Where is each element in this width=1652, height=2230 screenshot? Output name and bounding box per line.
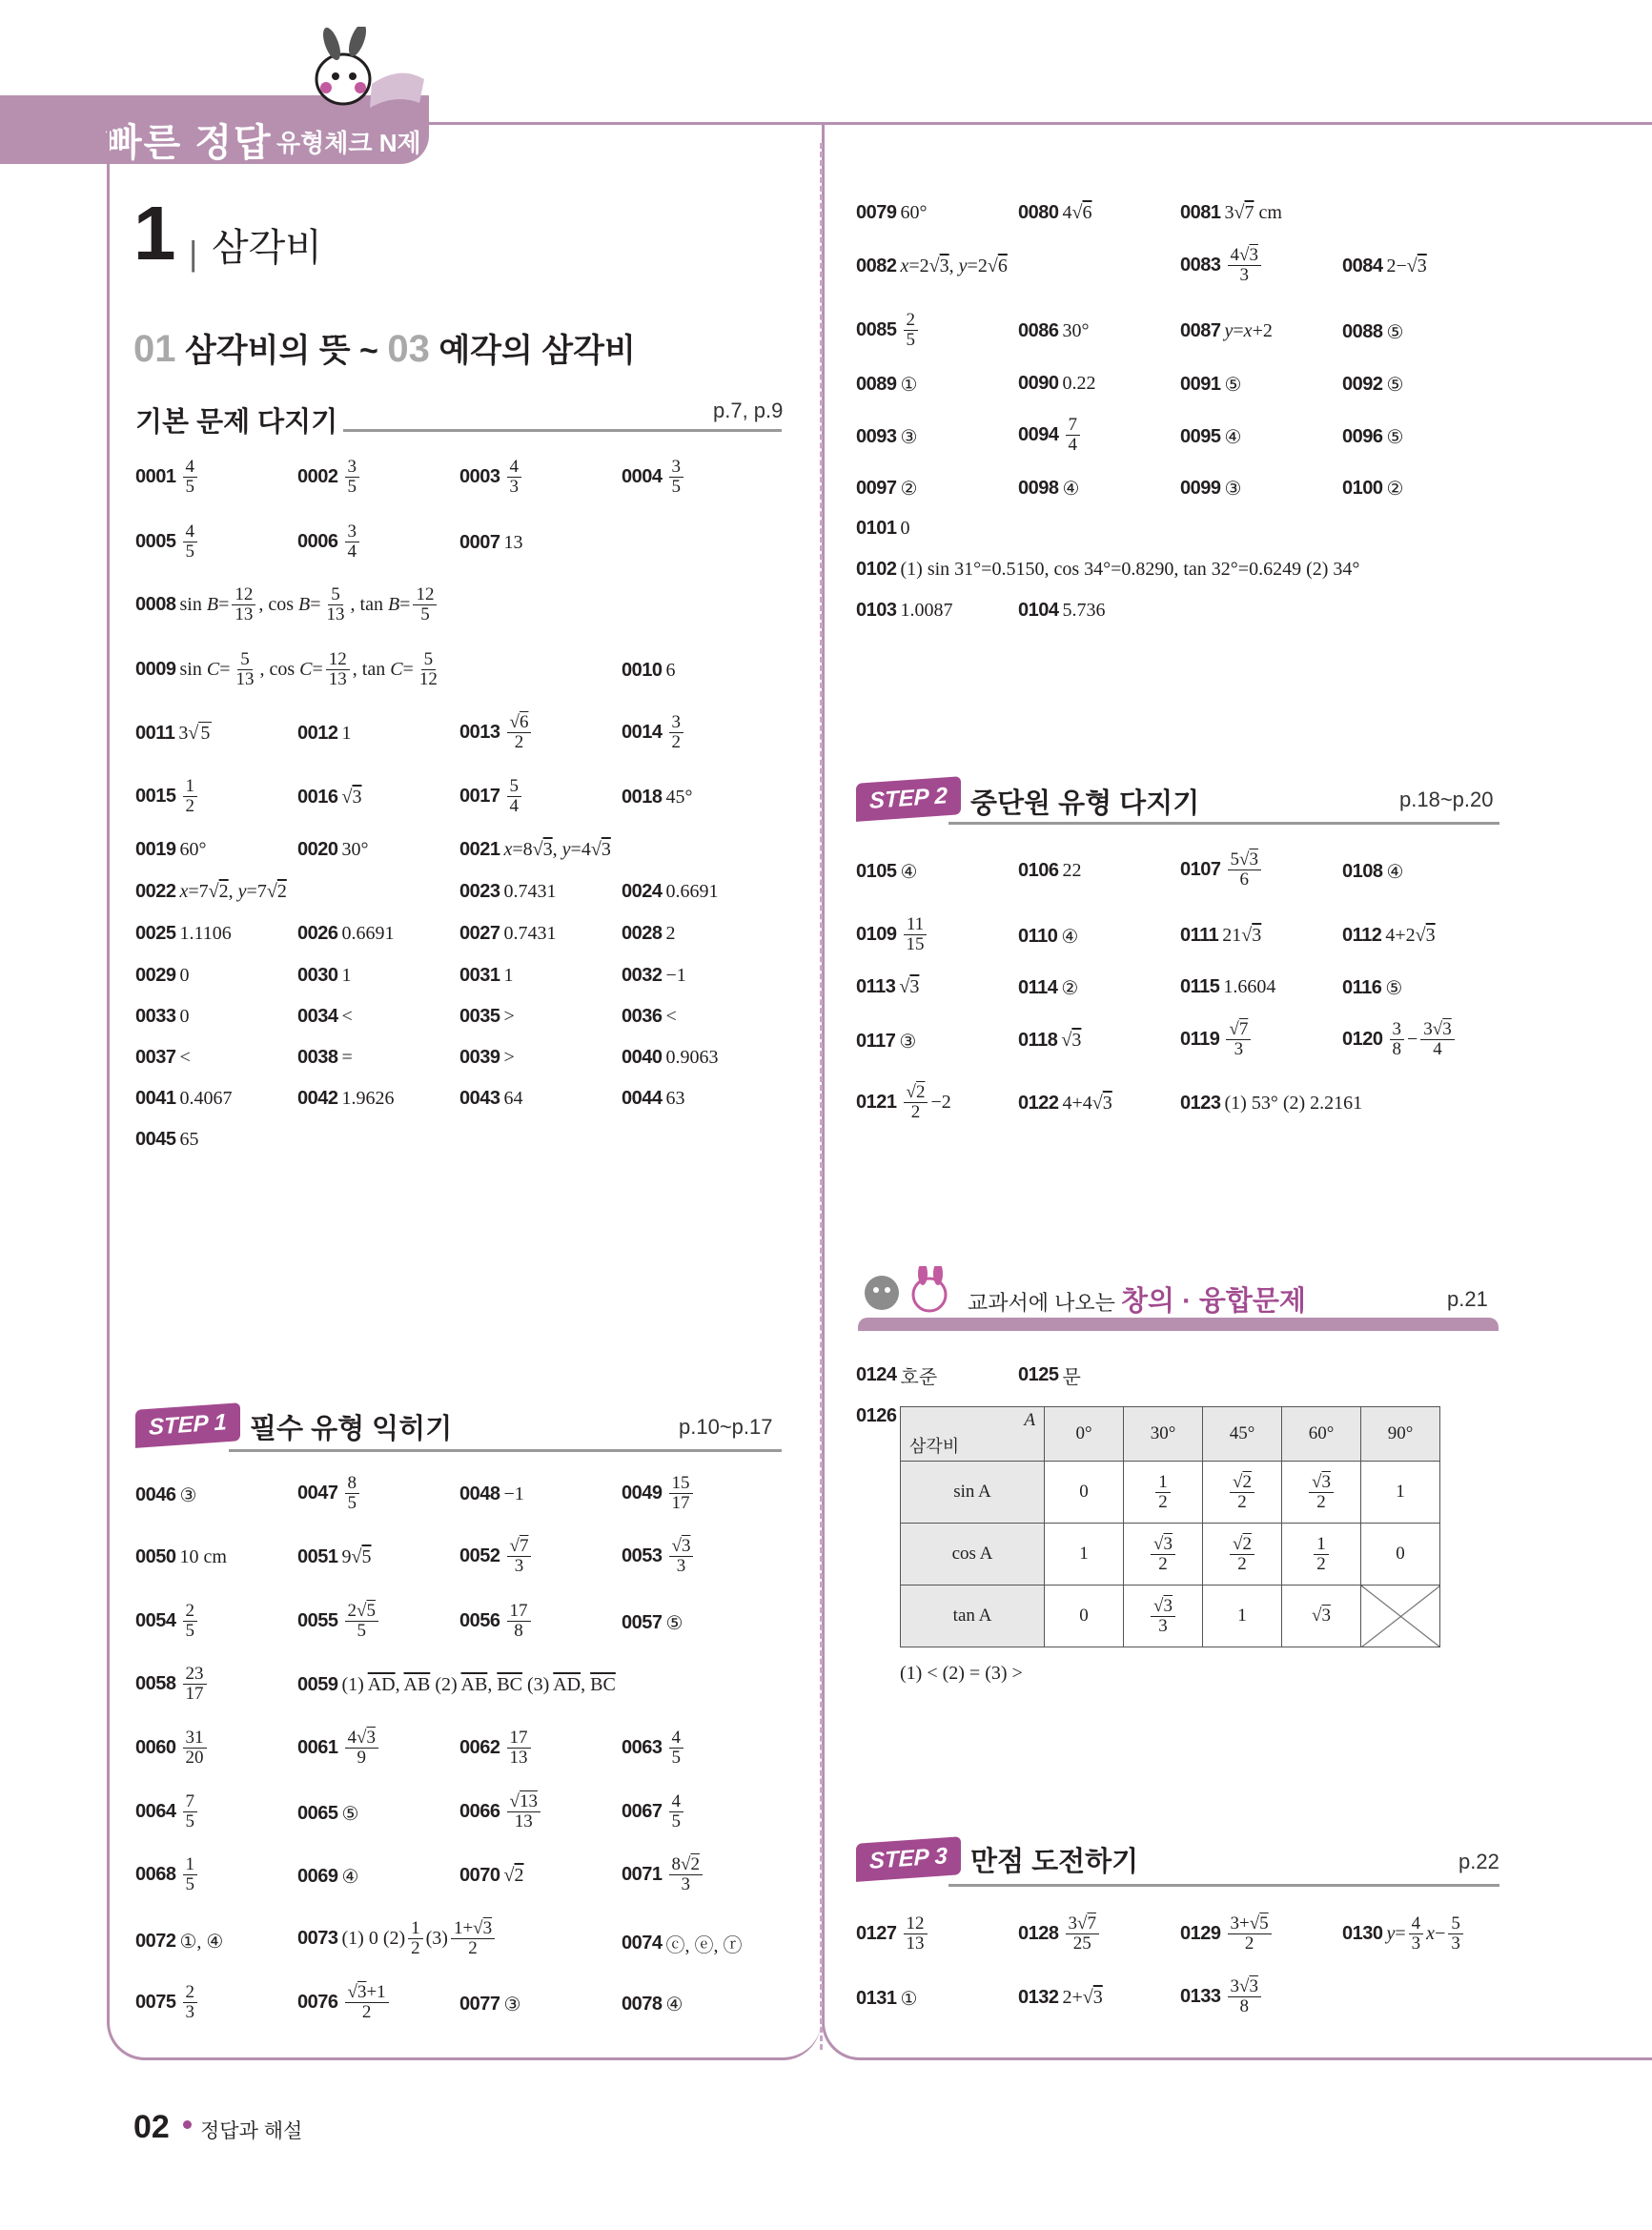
answer-0049: 0049 $\frac{15}{17}$ bbox=[622, 1474, 696, 1513]
answer-0093: 0093 ③ bbox=[856, 426, 918, 448]
answer-0055: 0055 $\frac{2√5}{5}$ bbox=[297, 1602, 381, 1641]
answer-0104: 0104 5.736 bbox=[1018, 600, 1106, 621]
table-cell: 0 bbox=[1361, 1524, 1440, 1586]
answer-0106: 0106 22 bbox=[1018, 860, 1082, 881]
answer-0043: 0043 64 bbox=[459, 1088, 523, 1109]
section-text-b: 예각의 삼각비 bbox=[429, 333, 636, 369]
answer-0026: 0026 0.6691 bbox=[297, 923, 395, 944]
answer-0112: 0112 4+2√3 bbox=[1342, 925, 1436, 946]
answer-0028: 0028 2 bbox=[622, 923, 676, 944]
section-num-a: 01 bbox=[133, 328, 176, 370]
answer-0114: 0114 ② bbox=[1018, 977, 1079, 999]
answer-0058: 0058 $\frac{23}{17}$ bbox=[135, 1665, 210, 1704]
step1-heading: 필수 유형 익히기 bbox=[250, 1414, 453, 1444]
basic-page-ref: p.7, p.9 bbox=[713, 399, 784, 422]
answer-0036: 0036 < bbox=[622, 1006, 677, 1027]
answer-0076: 0076 $\frac{√3+1}{2}$ bbox=[297, 1983, 392, 2022]
answer-0100: 0100 ② bbox=[1342, 478, 1404, 500]
step1-page-ref: p.10~p.17 bbox=[679, 1415, 773, 1439]
answer-0115: 0115 1.6604 bbox=[1180, 976, 1276, 997]
answer-0079: 0079 60° bbox=[856, 202, 928, 223]
answer-0109: 0109 $\frac{11}{15}$ bbox=[856, 915, 930, 954]
answer-0013: 0013 $\frac{√6}{2}$ bbox=[459, 713, 534, 752]
answer-0107: 0107 $\frac{5√3}{6}$ bbox=[1180, 850, 1264, 890]
answer-0089: 0089 ① bbox=[856, 374, 918, 396]
answer-0039: 0039 > bbox=[459, 1047, 515, 1068]
answer-0071: 0071 $\frac{8√2}{3}$ bbox=[622, 1855, 705, 1894]
table-corner bbox=[901, 1407, 1045, 1462]
answer-0004: 0004 $\frac{3}{5}$ bbox=[622, 458, 686, 497]
chapter-title: 삼각비 bbox=[212, 227, 322, 269]
answer-0019: 0019 60° bbox=[135, 839, 207, 860]
table-cell-undefined bbox=[1361, 1586, 1440, 1647]
answer-0120: 0120 $\frac{3}{8}$ − $\frac{3√3}{4}$ bbox=[1342, 1020, 1458, 1059]
answer-0119: 0119 $\frac{√7}{3}$ bbox=[1180, 1020, 1254, 1059]
answer-0101: 0101 0 bbox=[856, 518, 910, 539]
answer-0068: 0068 $\frac{1}{5}$ bbox=[135, 1855, 200, 1894]
answer-0088: 0088 ⑤ bbox=[1342, 321, 1404, 343]
answer-0046: 0046 ③ bbox=[135, 1484, 197, 1506]
col-header: 90° bbox=[1361, 1407, 1440, 1462]
answer-0033: 0033 0 bbox=[135, 1006, 190, 1027]
answer-0029: 0029 0 bbox=[135, 965, 190, 986]
answer-0066: 0066 $\frac{√13}{13}$ bbox=[459, 1792, 543, 1831]
header-title: 빠른 정답 bbox=[105, 122, 273, 164]
row-header: cos A bbox=[901, 1524, 1045, 1586]
mascots-icon bbox=[858, 1266, 958, 1321]
footer-page-number: 02 bbox=[133, 2109, 170, 2145]
answer-0025: 0025 1.1106 bbox=[135, 923, 232, 944]
footer-bullet-icon bbox=[183, 2120, 192, 2129]
answer-0126-inequalities: (1) < (2) = (3) > bbox=[900, 1663, 1023, 1684]
textbook-heading bbox=[968, 1279, 1306, 1319]
answer-0072: 0072 ①, ④ bbox=[135, 1931, 224, 1953]
answer-0080: 0080 4√6 bbox=[1018, 202, 1092, 223]
row-header: tan A bbox=[901, 1586, 1045, 1647]
answer-0087: 0087 y=x+2 bbox=[1180, 320, 1273, 341]
step1-badge: STEP 1 bbox=[135, 1402, 240, 1448]
answer-0111: 0111 21√3 bbox=[1180, 925, 1262, 946]
answer-0091: 0091 ⑤ bbox=[1180, 374, 1242, 396]
row-header: sin A bbox=[901, 1462, 1045, 1524]
table-cell: $\frac{1}{2}$ bbox=[1124, 1462, 1203, 1524]
col-header: 0° bbox=[1045, 1407, 1124, 1462]
answer-0132: 0132 2+√3 bbox=[1018, 1987, 1103, 2008]
answer-0070: 0070 √2 bbox=[459, 1865, 524, 1886]
col-header: 30° bbox=[1124, 1407, 1203, 1462]
step2-badge: STEP 2 bbox=[856, 776, 961, 822]
answer-0113: 0113 √3 bbox=[856, 976, 920, 997]
step2-page-ref: p.18~p.20 bbox=[1399, 788, 1494, 811]
answer-0092: 0092 ⑤ bbox=[1342, 374, 1404, 396]
table-cell: 1 bbox=[1361, 1462, 1440, 1524]
answer-0044: 0044 63 bbox=[622, 1088, 685, 1109]
table-cell: $\frac{√3}{3}$ bbox=[1124, 1586, 1203, 1647]
answer-0047: 0047 $\frac{8}{5}$ bbox=[297, 1474, 362, 1513]
header-subtitle: 유형체크 N제 bbox=[276, 129, 421, 157]
answer-0074: 0074 ⓒ, ⓔ, ⓡ bbox=[622, 1933, 743, 1956]
answer-0067: 0067 $\frac{4}{5}$ bbox=[622, 1792, 686, 1831]
answer-0005: 0005 $\frac{4}{5}$ bbox=[135, 522, 200, 562]
answer-0103: 0103 1.0087 bbox=[856, 600, 953, 621]
answer-0082: 0082 x=2√3, y=2√6 bbox=[856, 256, 1008, 276]
answer-0061: 0061 $\frac{4√3}{9}$ bbox=[297, 1729, 381, 1768]
mascot-icon bbox=[305, 27, 429, 113]
answer-0094: 0094 $\frac{7}{4}$ bbox=[1018, 416, 1083, 455]
textbook-heading-lead: 교과서에 나오는 bbox=[968, 1291, 1115, 1315]
answer-0056: 0056 $\frac{17}{8}$ bbox=[459, 1602, 534, 1641]
chapter-number: 1 bbox=[133, 191, 176, 276]
answer-0027: 0027 0.7431 bbox=[459, 923, 557, 944]
column-divider bbox=[820, 143, 823, 2050]
answer-0077: 0077 ③ bbox=[459, 1994, 521, 2015]
answer-0050: 0050 10 cm bbox=[135, 1546, 227, 1567]
answer-0023: 0023 0.7431 bbox=[459, 881, 557, 902]
answer-0069: 0069 ④ bbox=[297, 1866, 359, 1888]
step3-heading-rule bbox=[948, 1884, 1499, 1887]
answer-0017: 0017 $\frac{5}{4}$ bbox=[459, 777, 524, 816]
answer-0122: 0122 4+4√3 bbox=[1018, 1093, 1112, 1114]
answer-0131: 0131 ① bbox=[856, 1988, 918, 2010]
answer-0117: 0117 ③ bbox=[856, 1031, 917, 1053]
answer-0084: 0084 2−√3 bbox=[1342, 256, 1427, 276]
answer-0129: 0129 $\frac{3+√5}{2}$ bbox=[1180, 1914, 1275, 1954]
footer-text: 정답과 해설 bbox=[200, 2120, 303, 2142]
table-cell: 1 bbox=[1045, 1524, 1124, 1586]
chapter-separator: | bbox=[189, 234, 198, 273]
answer-0121: 0121 $\frac{√2}{2}$ −2 bbox=[856, 1082, 951, 1122]
answer-0018: 0018 45° bbox=[622, 787, 693, 808]
answer-0002: 0002 $\frac{3}{5}$ bbox=[297, 458, 362, 497]
answer-0073: 0073 (1) 0 (2) $\frac{1}{2}$ (3) $\frac{1+√3}{2}$ bbox=[297, 1919, 498, 1958]
step2-heading-rule bbox=[948, 822, 1499, 825]
answer-0060: 0060 $\frac{31}{20}$ bbox=[135, 1729, 210, 1768]
answer-0083: 0083 $\frac{4√3}{3}$ bbox=[1180, 246, 1264, 285]
answer-0102: 0102 (1) sin 31°=0.5150, cos 34°=0.8290, tan 32°=0.6249 (2) 34° bbox=[856, 559, 1360, 580]
answer-0021: 0021 x=8√3, y=4√3 bbox=[459, 839, 611, 860]
answer-0048: 0048 −1 bbox=[459, 1483, 524, 1504]
answer-0059: 0059 (1) $\overline{AD}$, $\overline{AB}$ (2) $\overline{AB}$, $\overline{BC}$ (3) $\overline{AD}$, $\overline{BC}$ bbox=[297, 1674, 616, 1695]
answer-0008: 0008 sin B= $\frac{12}{13}$ , cos B= $\frac{5}{13}$ , tan B= $\frac{12}{5}$ bbox=[135, 585, 439, 624]
section-title bbox=[133, 324, 636, 371]
answer-0052: 0052 $\frac{√7}{3}$ bbox=[459, 1537, 534, 1576]
answer-0053: 0053 $\frac{√3}{3}$ bbox=[622, 1537, 696, 1576]
answer-0096: 0096 ⑤ bbox=[1342, 426, 1404, 448]
answer-0090: 0090 0.22 bbox=[1018, 373, 1096, 394]
answer-0007: 0007 13 bbox=[459, 532, 523, 553]
answer-0128: 0128 $\frac{3√7}{25}$ bbox=[1018, 1914, 1102, 1954]
table-cell: 1 bbox=[1203, 1586, 1282, 1647]
textbook-page-ref: p.21 bbox=[1447, 1287, 1488, 1311]
answer-0105: 0105 ④ bbox=[856, 861, 918, 883]
answer-0016: 0016 √3 bbox=[297, 787, 362, 808]
table-corner-angle: A bbox=[1024, 1410, 1035, 1430]
answer-0108: 0108 ④ bbox=[1342, 861, 1404, 883]
answer-0054: 0054 $\frac{2}{5}$ bbox=[135, 1602, 200, 1641]
table-cell: $\frac{1}{2}$ bbox=[1282, 1524, 1361, 1586]
answer-0011: 0011 3√ 5 bbox=[135, 723, 211, 744]
answer-0116: 0116 ⑤ bbox=[1342, 977, 1403, 999]
answer-0064: 0064 $\frac{7}{5}$ bbox=[135, 1792, 200, 1831]
answer-0031: 0031 1 bbox=[459, 965, 514, 986]
answer-0009: 0009 sin C= $\frac{5}{13}$ , cos C= $\frac{12}{13}$ , tan C= $\frac{5}{12}$ bbox=[135, 649, 438, 689]
answer-0086: 0086 30° bbox=[1018, 320, 1090, 341]
answer-0123: 0123 (1) 53° (2) 2.2161 bbox=[1180, 1093, 1363, 1114]
answer-0062: 0062 $\frac{17}{13}$ bbox=[459, 1729, 534, 1768]
answer-0001: 0001 $\frac{4}{5}$ bbox=[135, 458, 200, 497]
section-num-b: 03 bbox=[387, 328, 430, 370]
answer-0012: 0012 1 bbox=[297, 723, 352, 744]
answer-0042: 0042 1.9626 bbox=[297, 1088, 395, 1109]
col-header: 45° bbox=[1203, 1407, 1282, 1462]
answer-0040: 0040 0.9063 bbox=[622, 1047, 719, 1068]
answer-0032: 0032 −1 bbox=[622, 965, 686, 986]
answer-0098: 0098 ④ bbox=[1018, 478, 1080, 500]
answer-0130: 0130 y= $\frac{4}{3}$ x− $\frac{5}{3}$ bbox=[1342, 1914, 1466, 1954]
table-cell: 0 bbox=[1045, 1586, 1124, 1647]
answer-0045: 0045 65 bbox=[135, 1129, 199, 1150]
textbook-heading-emph: 창의 · 융합문제 bbox=[1121, 1286, 1306, 1317]
answer-0118: 0118 √3 bbox=[1018, 1030, 1082, 1051]
answer-0037: 0037 < bbox=[135, 1047, 191, 1068]
answer-0097: 0097 ② bbox=[856, 478, 918, 500]
answer-0014: 0014 $\frac{3}{2}$ bbox=[622, 713, 686, 752]
table-cell: 0 bbox=[1045, 1462, 1124, 1524]
trig-ratio-table bbox=[900, 1406, 1440, 1647]
answer-0010: 0010 6 bbox=[622, 660, 676, 681]
answer-0038: 0038 = bbox=[297, 1047, 353, 1068]
answer-0030: 0030 1 bbox=[297, 965, 352, 986]
table-cell: $\frac{√2}{2}$ bbox=[1203, 1462, 1282, 1524]
answer-0133: 0133 $\frac{3√3}{8}$ bbox=[1180, 1977, 1264, 2016]
answer-0095: 0095 ④ bbox=[1180, 426, 1242, 448]
answer-0022: 0022 x=7√2, y=7√2 bbox=[135, 881, 287, 902]
table-cell: $\frac{√3}{2}$ bbox=[1282, 1462, 1361, 1524]
answer-0003: 0003 $\frac{4}{3}$ bbox=[459, 458, 524, 497]
table-cell: $\frac{√2}{2}$ bbox=[1203, 1524, 1282, 1586]
step3-page-ref: p.22 bbox=[1458, 1850, 1499, 1873]
answer-0110: 0110 ④ bbox=[1018, 926, 1079, 948]
answer-0099: 0099 ③ bbox=[1180, 478, 1242, 500]
answer-0085: 0085 $\frac{2}{5}$ bbox=[856, 311, 921, 350]
col-header: 60° bbox=[1282, 1407, 1361, 1462]
answer-0020: 0020 30° bbox=[297, 839, 369, 860]
basic-heading: 기본 문제 다지기 bbox=[135, 407, 338, 438]
step3-heading: 만점 도전하기 bbox=[970, 1847, 1139, 1877]
answer-0057: 0057 ⑤ bbox=[622, 1612, 683, 1634]
step1-heading-rule bbox=[229, 1449, 782, 1452]
answer-0125: 0125 문 bbox=[1018, 1364, 1081, 1388]
answer-0127: 0127 $\frac{12}{13}$ bbox=[856, 1914, 930, 1954]
answer-0035: 0035 > bbox=[459, 1006, 515, 1027]
answer-0034: 0034 < bbox=[297, 1006, 353, 1027]
answer-0124: 0124 호준 bbox=[856, 1364, 938, 1388]
table-corner-ratio: 삼각비 bbox=[909, 1437, 960, 1456]
answer-0024: 0024 0.6691 bbox=[622, 881, 719, 902]
table-cell: $\frac{√3}{2}$ bbox=[1124, 1524, 1203, 1586]
answer-0015: 0015 $\frac{1}{2}$ bbox=[135, 777, 200, 816]
textbook-heading-bar bbox=[858, 1318, 1499, 1331]
answer-0126-label: 0126 bbox=[856, 1405, 897, 1426]
answer-0006: 0006 $\frac{3}{4}$ bbox=[297, 522, 362, 562]
answer-0078: 0078 ④ bbox=[622, 1994, 683, 2015]
table-cell: √3 bbox=[1282, 1586, 1361, 1647]
answer-0075: 0075 $\frac{2}{3}$ bbox=[135, 1983, 200, 2022]
step2-heading: 중단원 유형 다지기 bbox=[970, 788, 1200, 819]
answer-0041: 0041 0.4067 bbox=[135, 1088, 233, 1109]
answer-0051: 0051 9√5 bbox=[297, 1546, 372, 1567]
answer-0065: 0065 ⑤ bbox=[297, 1803, 359, 1825]
answer-0081: 0081 3√7 cm bbox=[1180, 202, 1282, 223]
section-text-a: 삼각비의 뜻 ~ bbox=[175, 333, 388, 369]
basic-heading-rule bbox=[343, 429, 782, 432]
step3-badge: STEP 3 bbox=[856, 1836, 961, 1882]
answer-0063: 0063 $\frac{4}{5}$ bbox=[622, 1729, 686, 1768]
